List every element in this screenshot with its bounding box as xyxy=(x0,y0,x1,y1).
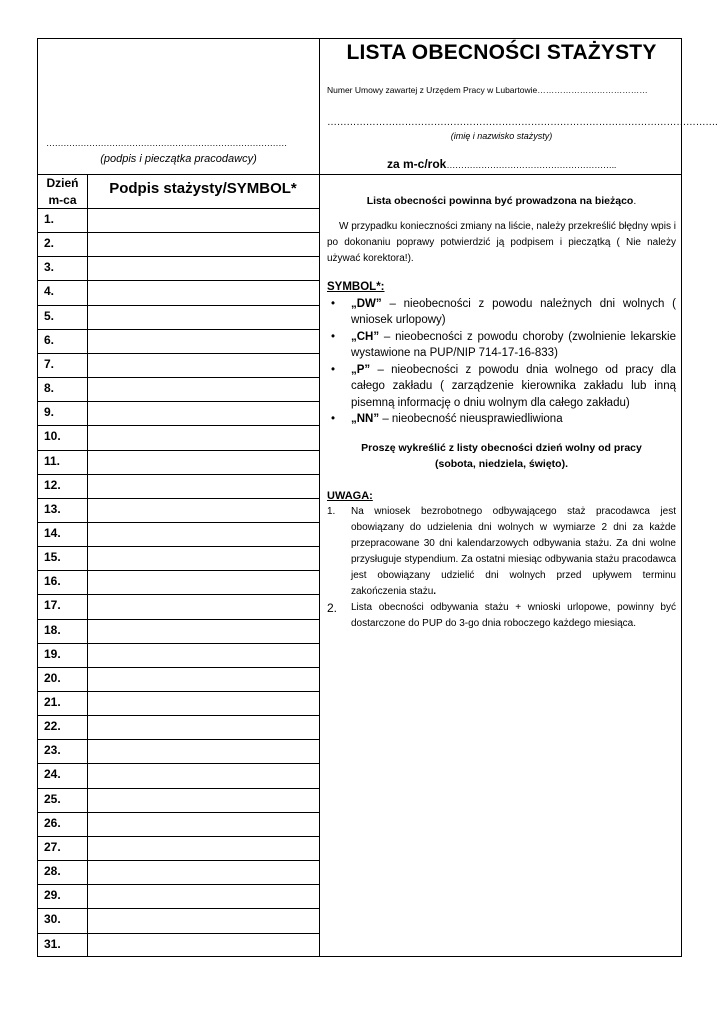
day-number: 20. xyxy=(44,670,61,685)
month-year-field xyxy=(320,157,683,171)
day-number: 27. xyxy=(44,839,61,854)
day-number: 9. xyxy=(44,405,55,420)
signature-column-header: Podpis stażysty/SYMBOL* xyxy=(109,180,297,197)
day-number: 5. xyxy=(44,308,55,323)
day-number: 14. xyxy=(44,525,61,540)
symbol-heading: SYMBOL*: xyxy=(327,281,385,293)
signature-cell[interactable] xyxy=(88,620,319,643)
symbol-description: – nieobecności z powodu dnia wolnego od pracy dla całego zakładu ( zarządzenie kierownika zakładu lub inną pisemną informację o dniu wolnym dla całego zakładu) xyxy=(351,363,676,409)
signature-cell[interactable] xyxy=(88,257,319,280)
day-number: 23. xyxy=(44,743,61,758)
symbol-code: „P” xyxy=(351,363,371,376)
bullet-icon: • xyxy=(331,330,336,343)
employer-signature-label: (podpis i pieczątka pracodawcy) xyxy=(100,153,257,165)
bullet-icon: • xyxy=(331,363,336,376)
strike-instruction-line1: Proszę wykreślić z listy obecności dzień wolny od pracy xyxy=(361,441,642,454)
signature-cell[interactable] xyxy=(88,451,319,474)
signature-cell[interactable] xyxy=(88,909,319,932)
notes-section xyxy=(327,488,676,632)
note-number: 2. xyxy=(327,600,338,615)
signature-cell[interactable] xyxy=(88,547,319,570)
day-number: 3. xyxy=(44,260,55,275)
day-number: 8. xyxy=(44,381,55,395)
month-year-dots: ………………………………………………….. xyxy=(446,160,617,170)
signature-cell[interactable] xyxy=(88,644,319,667)
symbol-item-p xyxy=(327,362,676,412)
trainee-name-line: …………………………………………………………………………………………………………. xyxy=(327,117,718,128)
day-number: 24. xyxy=(44,767,61,782)
day-number: 2. xyxy=(44,236,55,251)
day-number: 21. xyxy=(44,695,61,709)
symbol-description: – nieobecności z powodu choroby (zwolnienie lekarskie wystawione na PUP/NIP 714-17-16-833) xyxy=(351,330,676,359)
day-number: 7. xyxy=(44,356,55,371)
symbol-code: „CH” xyxy=(351,330,380,343)
note-text: Lista obecności odbywania stażu + wnioski urlopowe, powinny być dostarczone do PUP do 3-go dnia roboczego każdego miesiąca. xyxy=(351,601,676,629)
correction-paragraph: W przypadku konieczności zmiany na liście, należy przekreślić błędny wpis i po dokonaniu poprawy potwierdzić ją podpisem i pieczątką ( Nie należy używać korektora!). xyxy=(327,221,676,264)
day-number: 17. xyxy=(44,598,61,613)
symbol-section xyxy=(327,279,676,428)
instructions-heading-text: Lista obecności powinna być prowadzona na bieżąco xyxy=(366,195,634,207)
symbol-code: „DW” xyxy=(351,297,382,310)
day-number: 25. xyxy=(44,791,61,806)
symbol-list xyxy=(327,296,676,428)
page-title: LISTA OBECNOŚCI STAŻYSTY xyxy=(346,41,657,64)
signature-cell[interactable] xyxy=(88,813,319,836)
signature-cell[interactable] xyxy=(88,692,319,715)
signature-cell[interactable] xyxy=(88,716,319,739)
notes-heading: UWAGA: xyxy=(327,489,373,502)
symbol-item-dw xyxy=(327,296,676,329)
symbol-description: – nieobecności z powodu należnych dni wolnych ( wniosek urlopowy) xyxy=(351,297,676,326)
day-number: 22. xyxy=(44,719,61,734)
day-number: 6. xyxy=(44,332,55,347)
strike-instruction-line2: (sobota, niedziela, święto). xyxy=(434,457,569,470)
signature-cell[interactable] xyxy=(88,426,319,449)
note-item-2 xyxy=(327,600,676,632)
signature-cell[interactable] xyxy=(88,475,319,498)
signature-cell[interactable] xyxy=(88,837,319,860)
signature-cell[interactable] xyxy=(88,861,319,884)
signature-cell[interactable] xyxy=(88,934,319,957)
month-year-label: za m-c/rok xyxy=(386,157,447,171)
bullet-icon: • xyxy=(331,297,336,310)
instructions-heading xyxy=(327,193,676,209)
signature-cell[interactable] xyxy=(88,378,319,401)
signature-cell[interactable] xyxy=(88,233,319,256)
day-column-header xyxy=(38,175,87,209)
header-divider xyxy=(38,174,681,175)
day-number: 26. xyxy=(44,815,61,830)
bullet-icon: • xyxy=(331,413,336,425)
signature-cell[interactable] xyxy=(88,789,319,812)
note-item-1 xyxy=(327,504,676,600)
signature-cell[interactable] xyxy=(88,885,319,908)
signature-cell[interactable] xyxy=(88,354,319,377)
signature-cell[interactable] xyxy=(88,668,319,691)
day-number: 30. xyxy=(44,912,61,927)
day-number: 19. xyxy=(44,646,61,661)
signature-cell[interactable] xyxy=(88,740,319,763)
signature-cell[interactable] xyxy=(88,595,319,618)
day-number: 12. xyxy=(44,477,61,492)
symbol-item-nn xyxy=(327,411,676,428)
main-divider xyxy=(319,39,320,956)
day-number: 4. xyxy=(44,284,55,299)
note-number: 1. xyxy=(327,505,336,517)
contract-number-line: Numer Umowy zawartej z Urzędem Pracy w Lubartowie………………………………… xyxy=(327,85,648,95)
signature-cell[interactable] xyxy=(88,402,319,425)
signature-cell[interactable] xyxy=(88,499,319,522)
day-column-header-line1: Dzień xyxy=(46,176,79,190)
day-number: 11. xyxy=(44,453,61,468)
signature-cell[interactable] xyxy=(88,523,319,546)
note-text: Na wniosek bezrobotnego odbywającego staż pracodawca jest obowiązany do udzielenia dni wolnych w wymiarze 2 dni za każde przepracowane 30 dni kalendarzowych odbywania stażu. Za dni wolne przysługuje stypendium. Za ostatni miesiąc odbywania stażu pracodawca jest obowiązany udzielić dni wolnych przed upływem terminu zakończenia stażu xyxy=(351,505,676,597)
day-number: 31. xyxy=(44,936,61,951)
employer-signature-line: ………………………………………………………………………… xyxy=(46,138,287,148)
note-end: . xyxy=(433,585,437,597)
instructions-heading-end: . xyxy=(633,195,637,207)
day-number: 28. xyxy=(44,864,61,878)
instructions-panel xyxy=(327,189,676,632)
signature-cell[interactable] xyxy=(88,571,319,594)
day-number: 18. xyxy=(44,622,61,637)
signature-cell[interactable] xyxy=(88,306,319,329)
day-number: 1. xyxy=(44,212,55,226)
symbol-item-ch xyxy=(327,329,676,362)
notes-list xyxy=(327,504,676,632)
day-number: 13. xyxy=(44,501,61,516)
attendance-form xyxy=(37,38,718,957)
day-number: 10. xyxy=(44,429,61,444)
signature-cell[interactable] xyxy=(88,209,319,232)
trainee-name-label: (imię i nazwisko stażysty) xyxy=(450,131,553,141)
day-number: 29. xyxy=(44,888,61,903)
day-number: 16. xyxy=(44,574,61,589)
symbol-code: „NN” xyxy=(351,413,380,425)
day-number: 15. xyxy=(44,550,61,565)
signature-cell[interactable] xyxy=(88,764,319,787)
signature-cell[interactable] xyxy=(88,330,319,353)
day-column-header-line2: m-ca xyxy=(48,193,77,207)
signature-cell[interactable] xyxy=(88,281,319,304)
symbol-description: – nieobecność nieusprawiedliwiona xyxy=(379,413,563,425)
